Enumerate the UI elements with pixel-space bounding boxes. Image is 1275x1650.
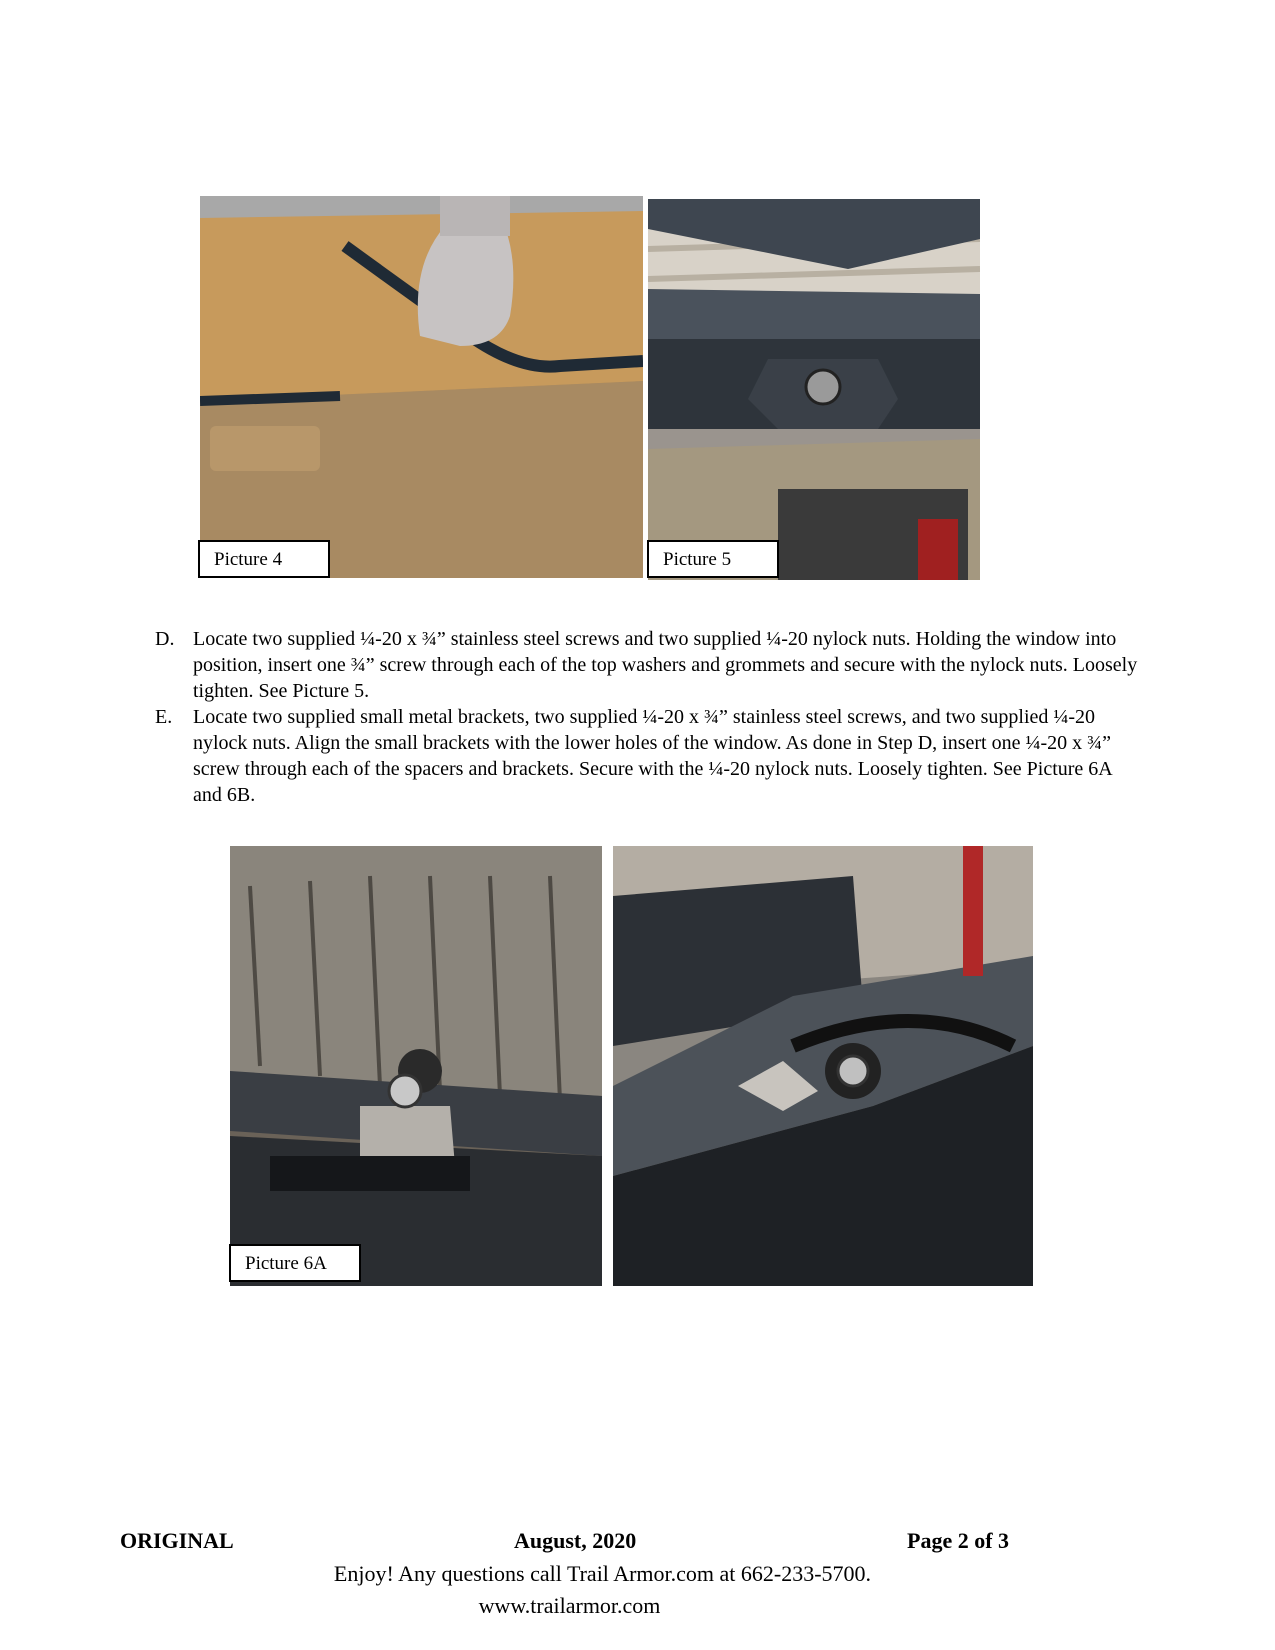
picture-4-photo	[200, 196, 643, 578]
website-link[interactable]: www.trailarmor.com	[478, 1593, 661, 1618]
picture-6a-caption: Picture 6A	[229, 1244, 361, 1282]
picture-5-caption: Picture 5	[647, 540, 779, 578]
step-e	[148, 704, 1138, 808]
picture-5-photo	[648, 199, 980, 580]
step-d	[148, 626, 1138, 704]
step-e-text: Locate two supplied small metal brackets, two supplied ¼-20 x ¾” stainless steel screws, and two supplied ¼-20 nylock nuts. Align the small brackets with the lower holes of the window. As done in Step D, insert one ¼-20 x ¾” screw through each of the spacers and brackets. Secure with the ¼-20 nylock nuts. Loosely tighten. See Picture 6A and 6B.	[193, 706, 1112, 806]
contact-line: Enjoy! Any questions call Trail Armor.com at 662-233-5700.	[333, 1561, 872, 1586]
picture-6a-photo	[230, 846, 602, 1286]
page-number: Page 2 of 3	[907, 1528, 1010, 1553]
document-status: ORIGINAL	[120, 1528, 234, 1553]
picture-4-caption: Picture 4	[198, 540, 330, 578]
step-e-marker: E.	[155, 706, 173, 728]
instruction-steps	[148, 626, 1138, 808]
document-date: August, 2020	[514, 1528, 637, 1553]
step-d-marker: D.	[155, 628, 175, 650]
picture-6b-photo	[613, 846, 1033, 1286]
step-d-text: Locate two supplied ¼-20 x ¾” stainless steel screws and two supplied ¼-20 nylock nuts. Holding the window into position, insert one ¾” screw through each of the top washers and grommets and secure with the nylock nuts. Loosely tighten. See Picture 5.	[193, 628, 1138, 702]
